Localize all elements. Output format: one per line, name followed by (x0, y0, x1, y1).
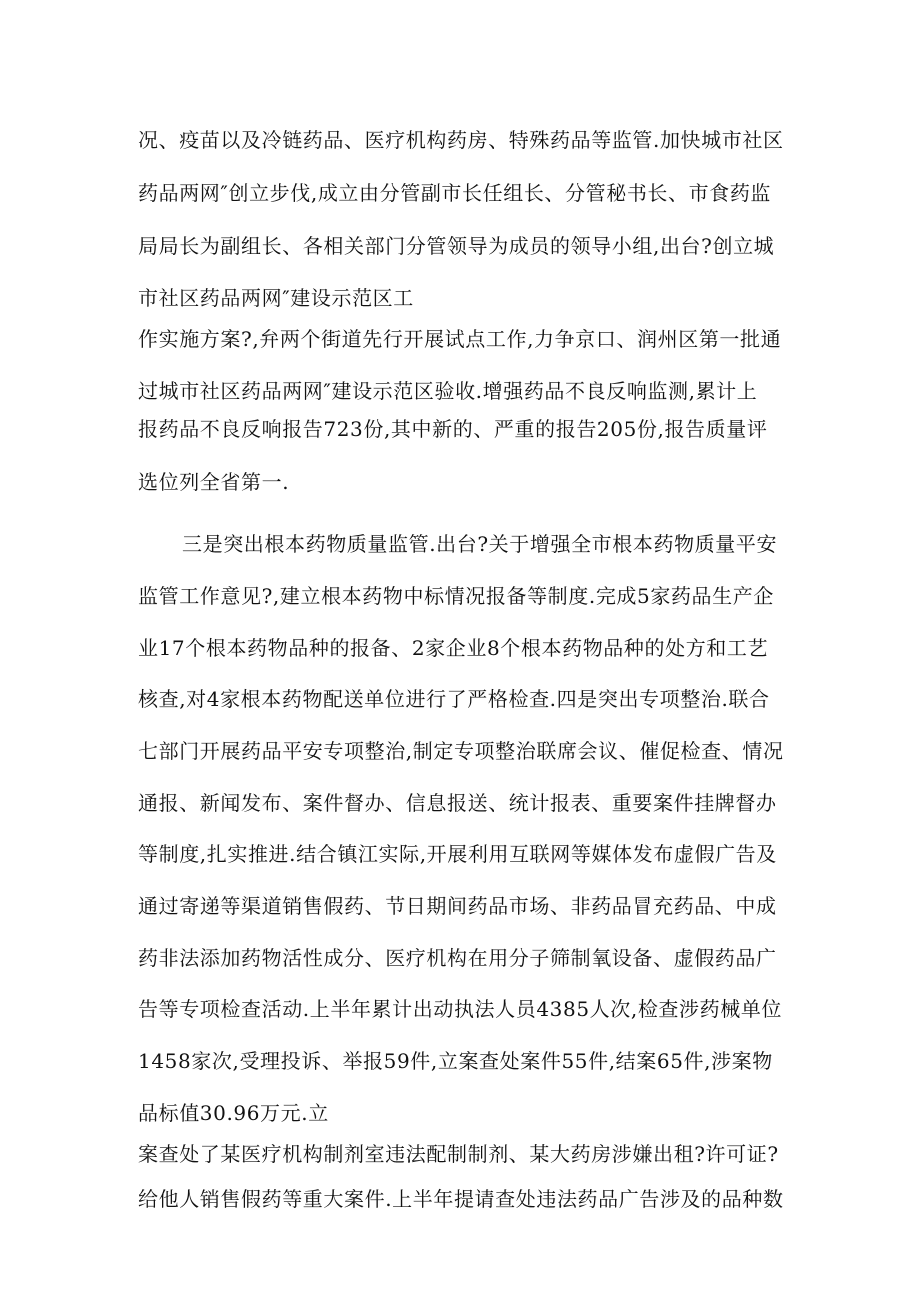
text-line: 局局长为副组长、各相关部门分管领导为成员的领导小组,出台?创立城 (138, 234, 775, 258)
text-line: 核查,对4家根本药物配送单位进行了严格检查.四是突出专项整治.联合 (138, 687, 770, 711)
text-line: 通报、新闻发布、案件督办、信息报送、统计报表、重要案件挂牌督办 (138, 791, 777, 815)
text-line: 过城市社区药品两网″建设示范区验收.增强药品不良反响监测,累计上 (138, 379, 758, 403)
text-line: 业17个根本药物品种的报备、2家企业8个根本药物品种的处方和工艺 (138, 636, 769, 660)
text-line: 通过寄递等渠道销售假药、节日期间药品市场、非药品冒充药品、中成 (138, 894, 777, 918)
text-line: 监管工作意见?,建立根本药物中标情况报备等制度.完成5家药品生产企 (138, 584, 774, 608)
text-line: 药品两网″创立步伐,成立由分管副市长任组长、分管秘书长、市食药监 (138, 181, 772, 205)
text-line: 况、疫苗以及冷链药品、医疗机构药房、特殊药品等监管.加快城市社区 (138, 128, 784, 152)
text-line: 1458家次,受理投诉、举报59件,立案查处案件55件,结案65件,涉案物 (138, 1049, 773, 1073)
text-line: 等制度,扎实推进.结合镇江实际,开展利用互联网等媒体发布虚假广告及 (138, 842, 777, 866)
text-line: 七部门开展药品平安专项整治,制定专项整治联席会议、催促检查、情况 (138, 739, 784, 763)
text-line: 品标值30.96万元.立 (138, 1101, 329, 1125)
paragraph-start-line: 三是突出根本药物质量监管.出台?关于增强全市根本药物质量平安 (182, 532, 778, 556)
text-line: 选位列全省第一. (138, 470, 290, 494)
text-line: 告等专项检查活动.上半年累计出动执法人员4385人次,检查涉药械单位 (138, 997, 783, 1021)
text-line: 案查处了某医疗机构制剂室违法配制制剂、某大药房涉嫌出租?许可证? (138, 1142, 779, 1166)
text-line: 报药品不良反响报告723份,其中新的、严重的报告205份,报告质量评 (138, 417, 768, 441)
text-line: 药非法添加药物活性成分、医疗机构在用分子筛制氧设备、虚假药品广 (138, 946, 777, 970)
text-line: 市社区药品两网″建设示范区工 (138, 286, 414, 310)
text-line: 给他人销售假药等重大案件.上半年提请查处违法药品广告涉及的品种数 (138, 1187, 784, 1211)
text-line: 作实施方案?,弁两个街道先行开展试点工作,力争京口、润州区第一批通 (138, 327, 782, 351)
